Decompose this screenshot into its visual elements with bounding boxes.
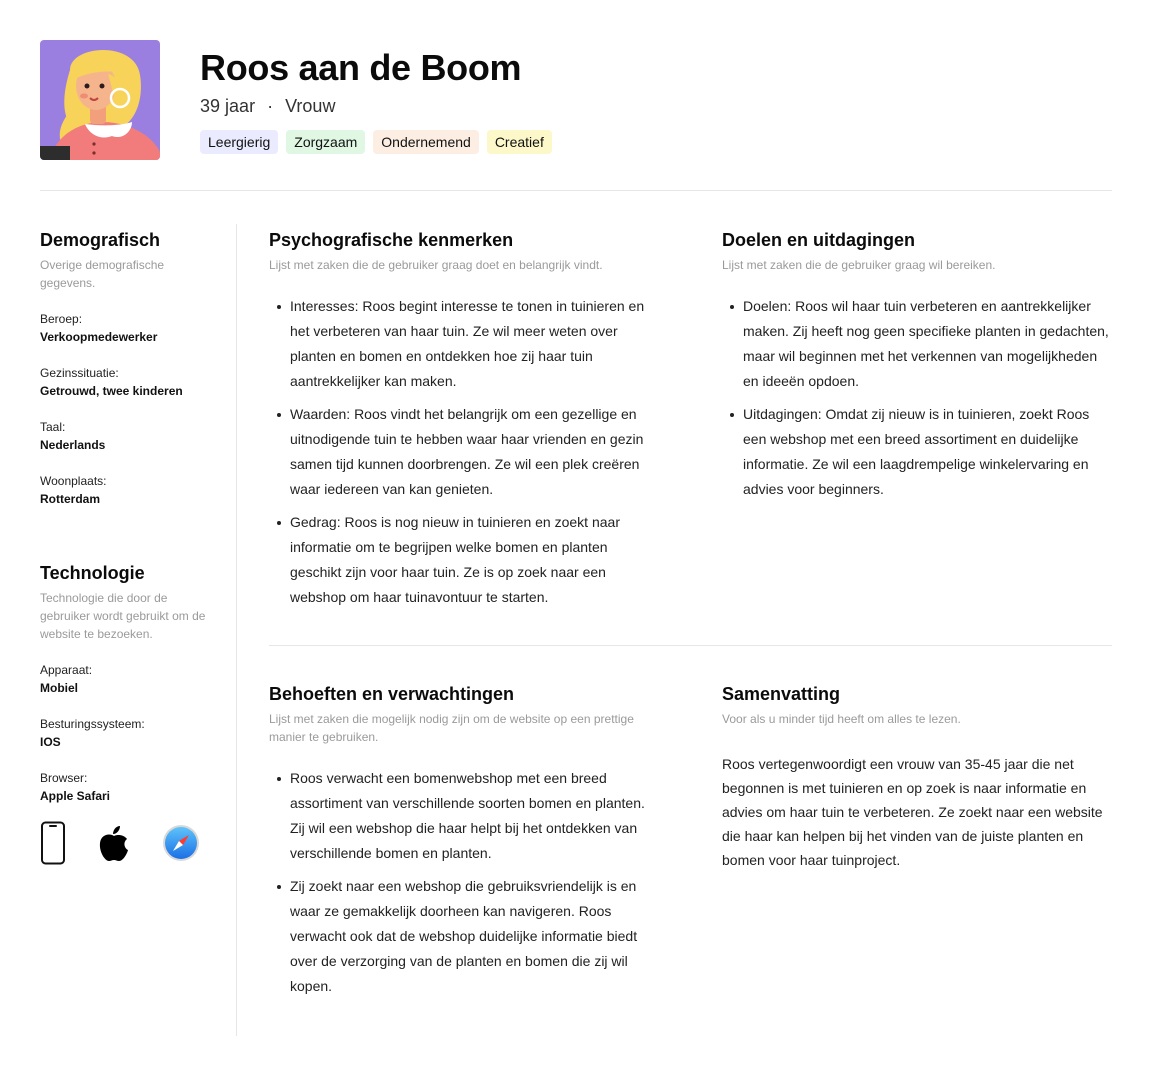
header-divider bbox=[40, 190, 1112, 191]
tag-zorgzaam: Zorgzaam bbox=[286, 130, 365, 154]
field-woonplaats bbox=[40, 472, 210, 508]
summary-text: Roos vertegenwoordigt een vrouw van 35-45 jaar die net begonnen is met tuinieren en op zoek is naar informatie en advies om haar tuin te verbeteren. Ze zoekt naar een website die haar kan helpen bij het vinden van de juiste planten en bomen voor haar tuinproject. bbox=[722, 756, 1103, 868]
field-browser bbox=[40, 769, 210, 805]
persona-age-unit: jaar bbox=[225, 96, 256, 116]
psychographics-section bbox=[269, 230, 659, 618]
psychographics-list bbox=[269, 294, 659, 610]
field-value: Mobiel bbox=[40, 681, 78, 695]
technology-subtitle: Technologie die door de gebruiker wordt gebruikt om de website te bezoeken. bbox=[40, 591, 206, 641]
field-value: Apple Safari bbox=[40, 789, 111, 803]
field-value: Getrouwd, twee kinderen bbox=[40, 384, 183, 398]
field-label: Beroep: bbox=[40, 312, 83, 326]
demographics-title: Demografisch bbox=[40, 230, 161, 250]
summary-subtitle: Voor als u minder tijd heeft om alles te lezen. bbox=[722, 712, 961, 726]
list-item: Doelen: Roos wil haar tuin verbeteren en aantrekkelijker maken. Zij heeft nog geen specifieke planten in gedachten, maar wil beginnen met het verkennen van mogelijkheden en ideeën opdoen. bbox=[722, 294, 1112, 394]
phone-icon bbox=[40, 821, 66, 870]
trait-tags bbox=[200, 130, 552, 154]
goals-title: Doelen en uitdagingen bbox=[722, 230, 916, 250]
needs-section bbox=[269, 684, 659, 1007]
field-value: IOS bbox=[40, 735, 61, 749]
goals-section bbox=[722, 230, 1112, 510]
list-item: Interesses: Roos begint interesse te tonen in tuinieren en het verbeteren van haar tuin. Ze wil meer weten over planten en bomen en ontdekken hoe zij haar tuin aantrekkelijker kan maken. bbox=[269, 294, 659, 394]
meta-separator: · bbox=[267, 96, 274, 116]
field-value: Nederlands bbox=[40, 438, 106, 452]
needs-list bbox=[269, 766, 659, 999]
needs-subtitle: Lijst met zaken die mogelijk nodig zijn om de website op een prettige manier te gebruiken. bbox=[269, 712, 634, 744]
list-item: Uitdagingen: Omdat zij nieuw is in tuinieren, zoekt Roos een webshop met een breed assortiment en duidelijke informatie. Ze wil een laagdrempelige winkelervaring en advies voor beginners. bbox=[722, 402, 1112, 502]
persona-meta bbox=[200, 96, 335, 117]
list-item: Roos verwacht een bomenwebshop met een breed assortiment van verschillende soorten bomen en planten. Zij wil een webshop die haar helpt bij het ontdekken van verschillende bomen en planten. bbox=[269, 766, 659, 866]
persona-gender: Vrouw bbox=[285, 96, 336, 116]
field-label: Woonplaats: bbox=[40, 474, 107, 488]
goals-list bbox=[722, 294, 1112, 502]
field-value: Verkoopmedewerker bbox=[40, 330, 158, 344]
apple-icon bbox=[98, 824, 130, 867]
sidebar-divider bbox=[236, 224, 237, 1036]
psychographics-title: Psychografische kenmerken bbox=[269, 230, 514, 250]
list-item: Zij zoekt naar een webshop die gebruiksvriendelijk is en waar ze gemakkelijk doorheen kan navigeren. Roos verwacht ook dat de webshop duidelijke informatie biedt over de verzorging van de planten en bomen die zij wil kopen. bbox=[269, 874, 659, 999]
field-beroep bbox=[40, 310, 210, 346]
field-label: Browser: bbox=[40, 771, 88, 785]
field-label: Taal: bbox=[40, 420, 66, 434]
needs-title: Behoeften en verwachtingen bbox=[269, 684, 515, 704]
field-gezinssituatie bbox=[40, 364, 210, 400]
psychographics-subtitle: Lijst met zaken die de gebruiker graag doet en belangrijk vindt. bbox=[269, 258, 603, 272]
summary-section bbox=[722, 684, 1112, 872]
tag-creatief: Creatief bbox=[487, 130, 552, 154]
goals-subtitle: Lijst met zaken die de gebruiker graag wil bereiken. bbox=[722, 258, 996, 272]
field-label: Apparaat: bbox=[40, 663, 93, 677]
field-label: Gezinssituatie: bbox=[40, 366, 119, 380]
section-divider bbox=[269, 645, 1112, 646]
summary-title: Samenvatting bbox=[722, 684, 841, 704]
list-item: Waarden: Roos vindt het belangrijk om een gezellige en uitnodigende tuin te hebben waar haar vrienden en gezin samen tijd kunnen doorbrengen. Ze wil een plek creëren waar iedereen van kan genieten. bbox=[269, 402, 659, 502]
technology-icons bbox=[40, 821, 210, 870]
safari-icon bbox=[162, 824, 200, 867]
persona-age: 39 bbox=[200, 96, 221, 116]
tag-leergierig: Leergierig bbox=[200, 130, 278, 154]
field-label: Besturingssysteem: bbox=[40, 717, 145, 731]
technology-section bbox=[40, 563, 210, 870]
demographics-subtitle: Overige demografische gegevens. bbox=[40, 258, 165, 290]
demographics-section bbox=[40, 230, 210, 508]
field-besturingssysteem bbox=[40, 715, 210, 751]
field-taal bbox=[40, 418, 210, 454]
field-value: Rotterdam bbox=[40, 492, 101, 506]
list-item: Gedrag: Roos is nog nieuw in tuinieren en zoekt naar informatie om te begrijpen welke bomen en planten geschikt zijn voor haar tuin. Ze is op zoek naar een webshop om haar tuinavontuur te starten. bbox=[269, 510, 659, 610]
tag-ondernemend: Ondernemend bbox=[373, 130, 479, 154]
technology-title: Technologie bbox=[40, 563, 145, 583]
persona-name: Roos aan de Boom bbox=[200, 47, 522, 88]
persona-avatar bbox=[40, 40, 160, 160]
field-apparaat bbox=[40, 661, 210, 697]
